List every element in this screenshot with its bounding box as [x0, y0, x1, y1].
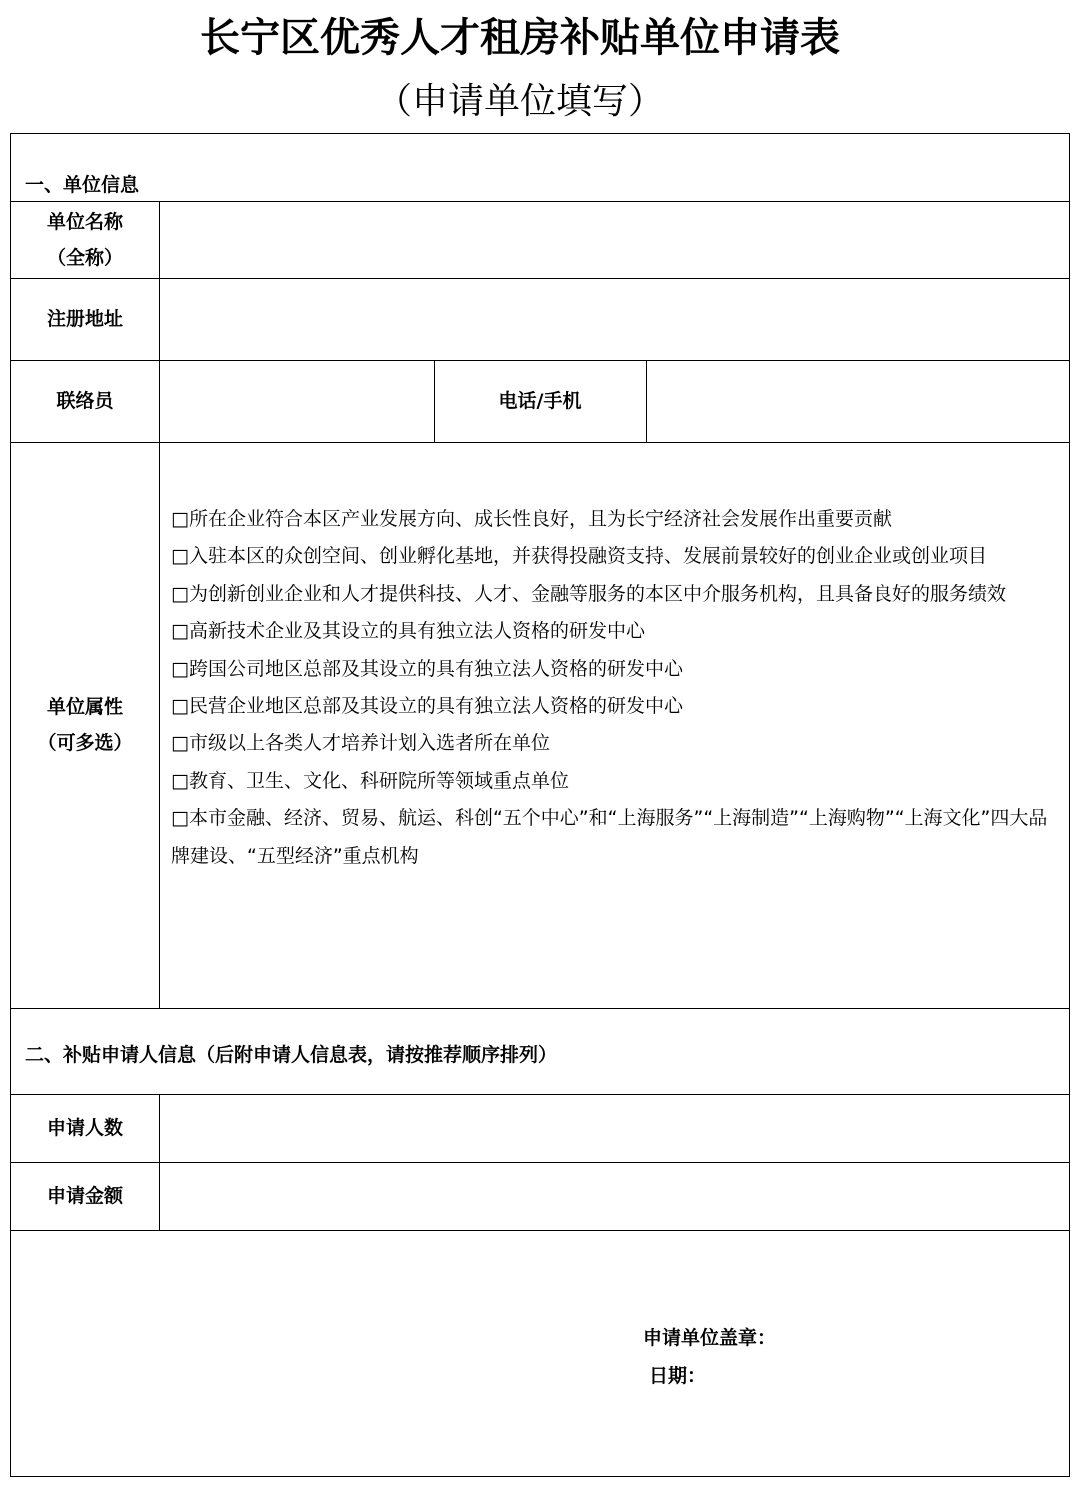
- form-subtitle: （申请单位填写）: [375, 81, 664, 122]
- attribute-option[interactable]: □为创新创业企业和人才提供科技、人才、金融等服务的本区中介服务机构，且具备良好的服务绩效: [171, 582, 1006, 605]
- address-field[interactable]: [161, 279, 1069, 360]
- section-heading-unit-info: 一、单位信息: [25, 174, 140, 196]
- contact-label: [11, 360, 159, 442]
- contact-label-text: 联络员: [56, 390, 114, 412]
- date-label: 日期：: [649, 1365, 707, 1387]
- company-name-label-line2: （全称）: [46, 246, 123, 269]
- company-name-label: [11, 201, 159, 278]
- divider: [11, 1008, 1069, 1009]
- section-heading-applicant-info: 二、补贴申请人信息（后附申请人信息表，请按推荐顺序排列）: [25, 1044, 558, 1066]
- attribute-options-list: [171, 501, 1061, 875]
- applicant-count-label-text: 申请人数: [46, 1117, 123, 1139]
- attribute-label-line1: 单位属性: [46, 696, 123, 718]
- form-title: 长宁区优秀人才租房补贴单位申请表: [200, 14, 840, 61]
- divider: [11, 442, 1069, 443]
- attribute-label: [11, 442, 159, 1008]
- application-form-table: [10, 133, 1070, 1477]
- phone-label: [435, 360, 645, 442]
- phone-label-text: 电话/手机: [498, 390, 582, 412]
- amount-label-text: 申请金额: [46, 1185, 123, 1207]
- amount-field[interactable]: [161, 1163, 1069, 1230]
- attribute-option[interactable]: □高新技术企业及其设立的具有独立法人资格的研发中心: [171, 620, 645, 643]
- address-label-text: 注册地址: [46, 308, 123, 330]
- attribute-option[interactable]: □跨国公司地区总部及其设立的具有独立法人资格的研发中心: [171, 657, 683, 680]
- attribute-option[interactable]: □本市金融、经济、贸易、航运、科创“五个中心”和“上海服务”“上海制造”“上海购物”“上海文化”四大品牌建设、“五型经济”重点机构: [171, 807, 1048, 867]
- divider: [11, 1230, 1069, 1231]
- divider: [159, 1094, 160, 1230]
- company-name-label-line1: 单位名称: [46, 210, 123, 233]
- amount-label: [11, 1162, 159, 1230]
- applicant-count-field[interactable]: [161, 1095, 1069, 1162]
- applicant-count-label: [11, 1094, 159, 1162]
- contact-field[interactable]: [161, 361, 433, 442]
- divider: [434, 360, 435, 442]
- divider: [159, 201, 160, 1008]
- phone-field[interactable]: [648, 361, 1069, 442]
- address-label: [11, 278, 159, 360]
- attribute-option[interactable]: □民营企业地区总部及其设立的具有独立法人资格的研发中心: [171, 695, 683, 718]
- attribute-option[interactable]: □教育、卫生、文化、科研院所等领域重点单位: [171, 769, 569, 792]
- company-name-field[interactable]: [161, 202, 1069, 278]
- attribute-option[interactable]: □入驻本区的众创空间、创业孵化基地，并获得投融资支持、发展前景较好的创业企业或创业项目: [171, 545, 987, 568]
- attribute-option[interactable]: □所在企业符合本区产业发展方向、成长性良好，且为长宁经济社会发展作出重要贡献: [171, 508, 892, 530]
- attribute-option[interactable]: □市级以上各类人才培养计划入选者所在单位: [171, 732, 550, 755]
- divider: [646, 360, 647, 442]
- seal-label: 申请单位盖章：: [643, 1327, 777, 1349]
- attribute-label-line2: （可多选）: [37, 732, 133, 754]
